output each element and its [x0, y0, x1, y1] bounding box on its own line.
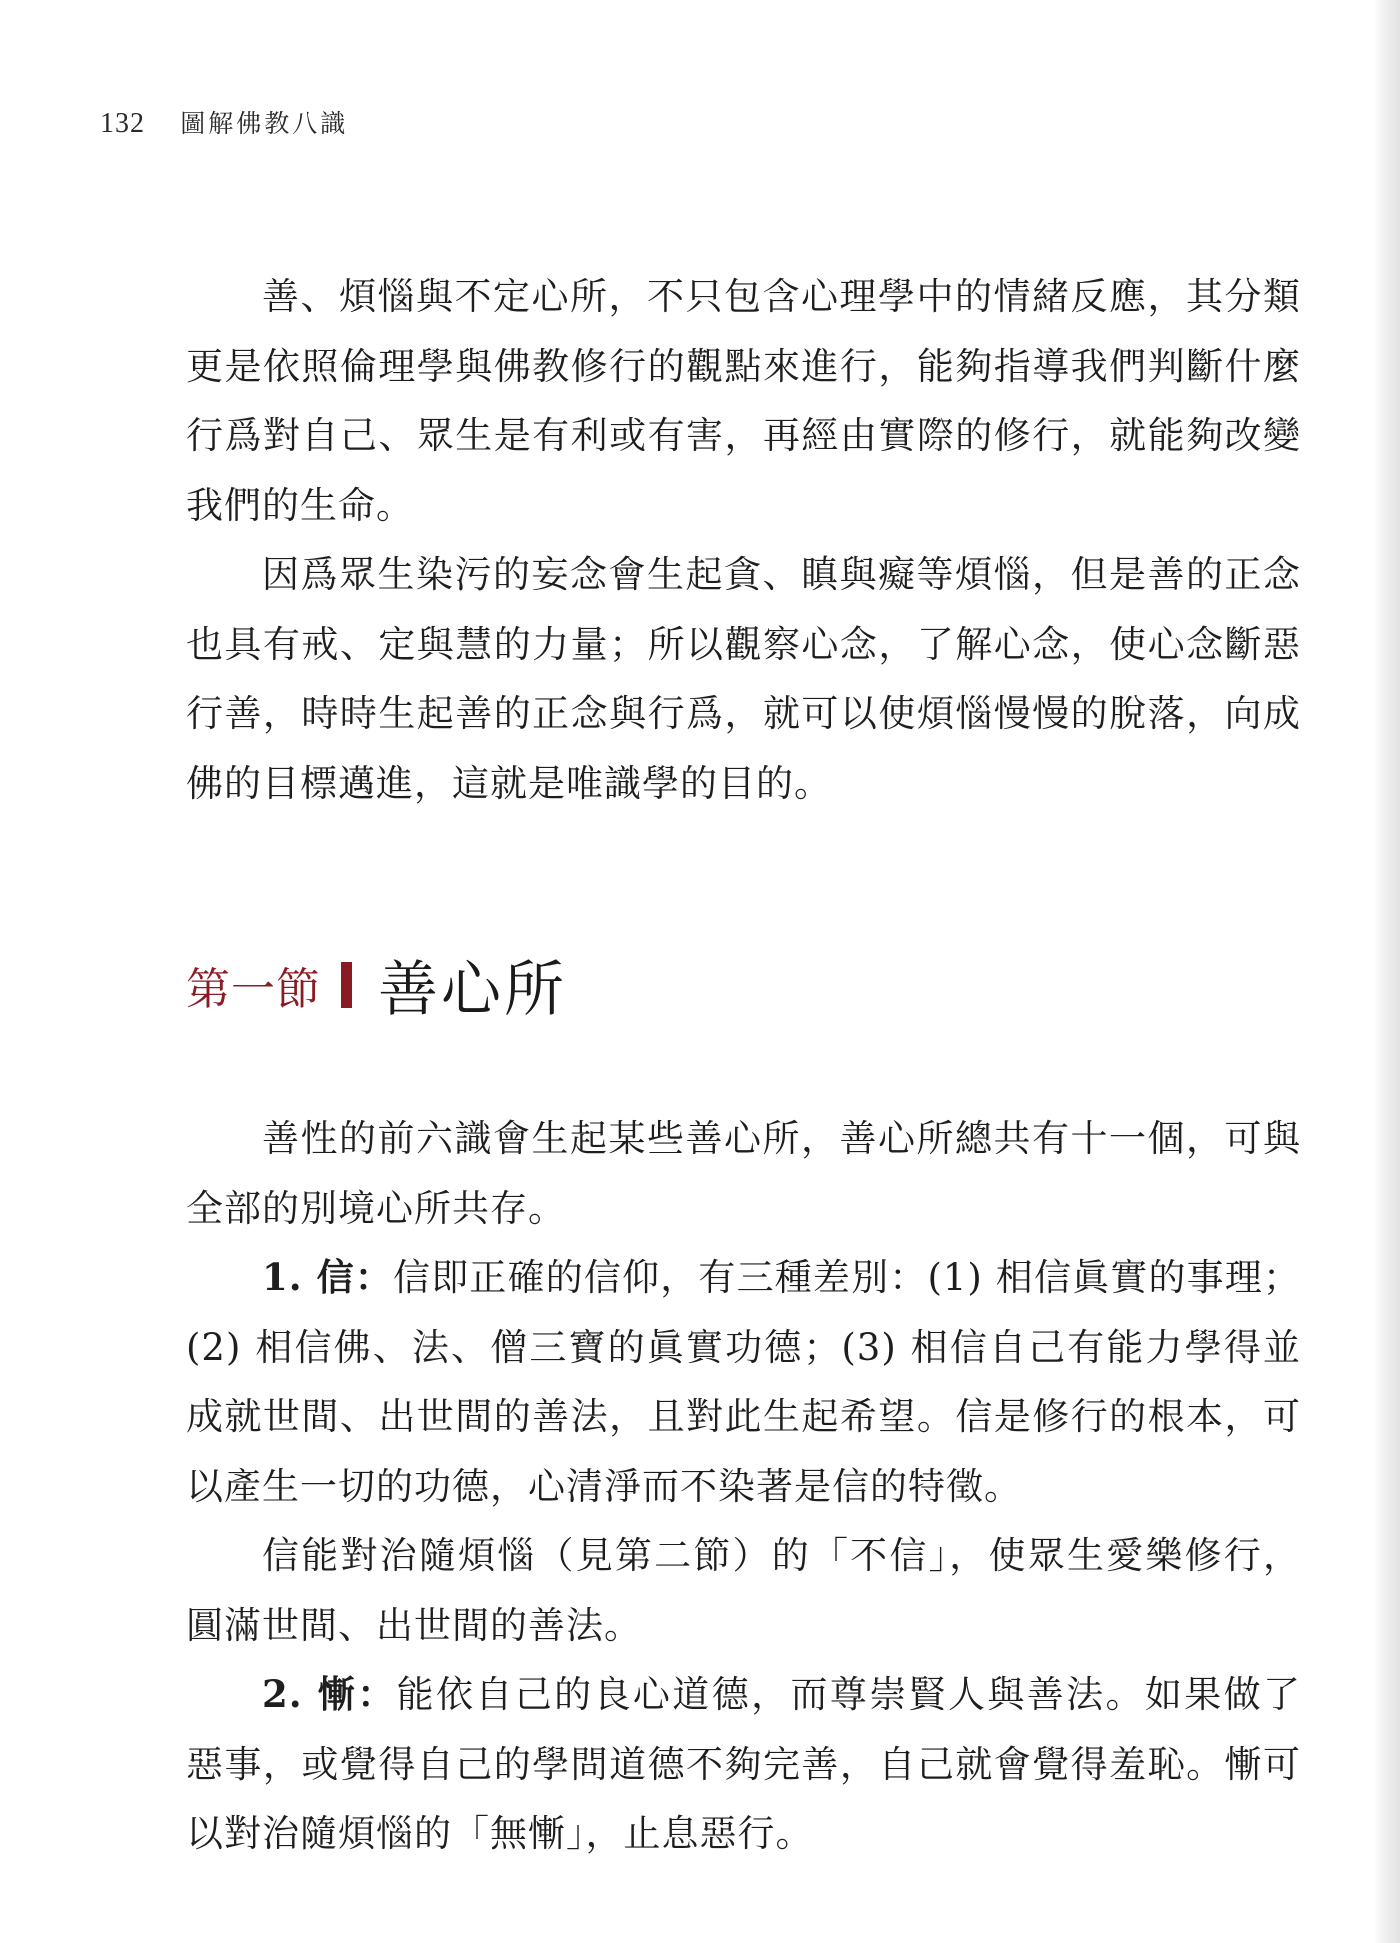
page-edge-shadow — [1374, 0, 1400, 1943]
intro-paragraph-2: 因爲眾生染污的妄念會生起貪、瞋與癡等煩惱，但是善的正念也具有戒、定與慧的力量；所以觀察心念，了解心念，使心念斷惡行善，時時生起善的正念與行爲，就可以使煩惱慢慢的脫落，向成佛的目標邁進，這就是唯識學的目的。 — [186, 553, 1301, 805]
section-body-text — [186, 1104, 1301, 1869]
item-text-shame: 能依自己的良心道德，而尊崇賢人與善法。如果做了惡事，或覺得自己的學問道德不夠完善，自己就會覺得羞恥。慚可以對治隨煩惱的「無慚」，止息惡行。 — [186, 1673, 1302, 1855]
item-paragraph-faith-note — [186, 1521, 1301, 1660]
item-paragraph-shame — [186, 1660, 1301, 1869]
item-label-faith: 1. 信： — [262, 1255, 394, 1299]
item-text-faith: 信即正確的信仰，有三種差別：(1) 相信眞實的事理；(2) 相信佛、法、僧三寶的眞實功德；(3) 相信自己有能力學得並成就世間、出世間的善法，且對此生起希望。信是修行的根本，可以產生一切的功德，心清淨而不染著是信的特徵。 — [186, 1256, 1301, 1508]
intro-paragraph-1: 善、煩惱與不定心所，不只包含心理學中的情緒反應，其分類更是依照倫理學與佛教修行的觀點來進行，能夠指導我們判斷什麼行爲對自己、眾生是有利或有害，再經由實際的修行，就能夠改變我們的生命。 — [186, 275, 1301, 527]
book-title: 圖解佛教八識 — [180, 109, 349, 138]
section-divider-bar — [341, 962, 352, 1008]
page-header — [100, 104, 348, 140]
page-number: 132 — [100, 108, 145, 139]
item-text-faith-note: 信能對治隨煩惱（見第二節）的「不信」，使眾生愛樂修行，圓滿世間、出世間的善法。 — [186, 1534, 1301, 1647]
section-title: 善心所 — [378, 955, 567, 1025]
item-paragraph-faith — [186, 1243, 1301, 1521]
section-number: 第一節 — [186, 964, 321, 1015]
section-intro-paragraph: 善性的前六識會生起某些善心所，善心所總共有十一個，可與全部的別境心所共存。 — [186, 1117, 1301, 1230]
section-heading — [186, 950, 567, 1025]
item-label-shame: 2. 慚： — [262, 1672, 397, 1716]
intro-text — [186, 262, 1301, 818]
